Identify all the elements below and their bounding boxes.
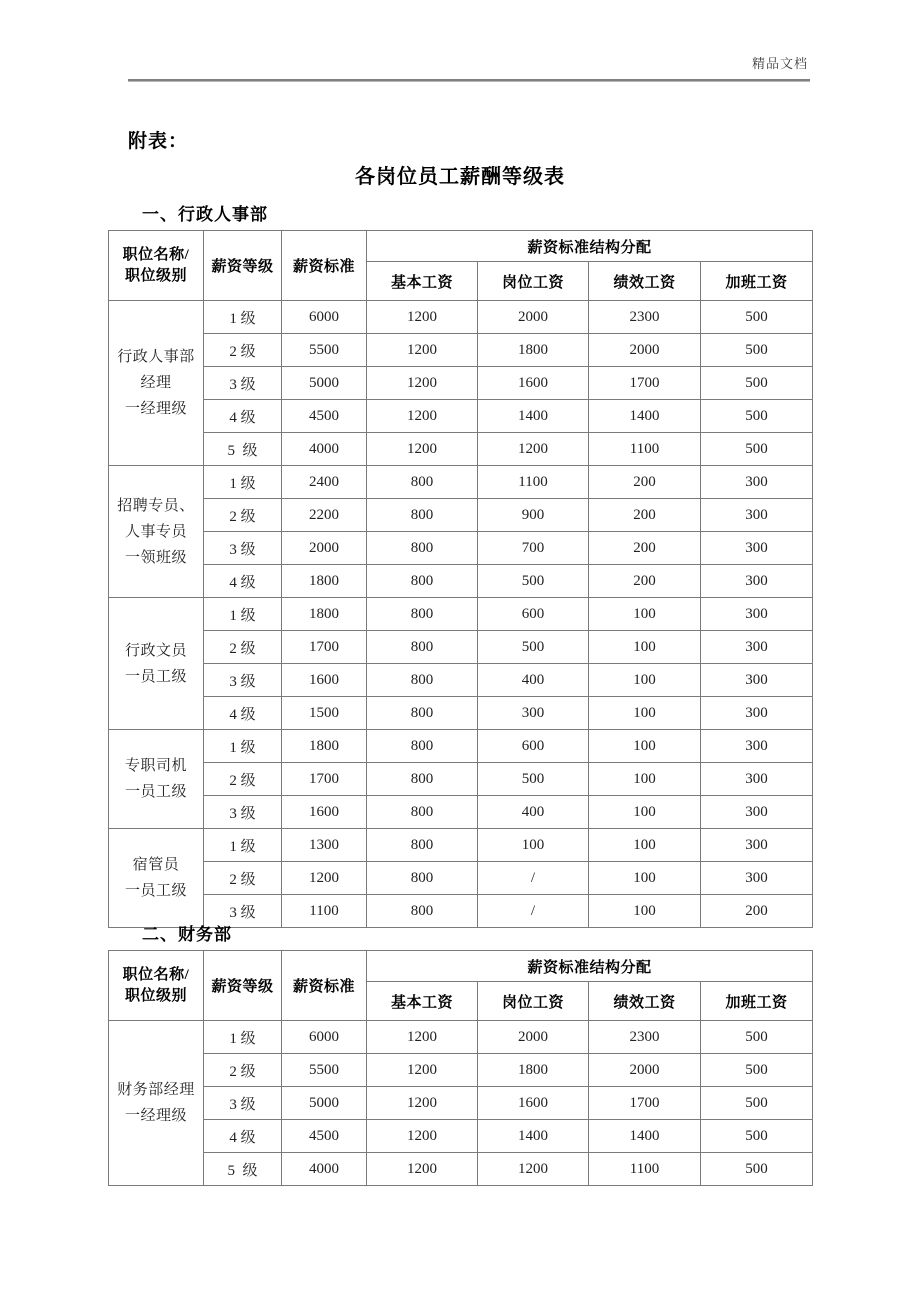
cell-salary-standard: 1700 — [282, 631, 367, 664]
table-row — [109, 466, 813, 499]
cell-overtime-wage: 500 — [701, 334, 813, 367]
cell-performance-wage: 200 — [589, 466, 701, 499]
cell-base-wage: 800 — [367, 862, 478, 895]
cell-salary-standard: 2200 — [282, 499, 367, 532]
position-group-line: 行政文员 — [124, 642, 187, 659]
table-row — [109, 1087, 813, 1120]
cell-performance-wage: 200 — [589, 532, 701, 565]
cell-base-wage: 1200 — [367, 1054, 478, 1087]
cell-salary-grade: 2 级 — [204, 334, 282, 367]
position-group-line: 专职司机 — [124, 758, 187, 774]
cell-post-wage: 300 — [478, 697, 589, 730]
cell-base-wage: 800 — [367, 499, 478, 532]
table-row — [109, 730, 813, 763]
position-group-line: 财务部经理 — [117, 1082, 195, 1098]
position-group-cell — [109, 301, 204, 466]
cell-salary-grade: 1 级 — [204, 466, 282, 499]
header-position — [109, 951, 204, 1021]
cell-salary-grade: 1 级 — [204, 1021, 282, 1054]
cell-overtime-wage: 300 — [701, 730, 813, 763]
position-group-line: 行政人事部 — [117, 349, 195, 365]
cell-base-wage: 800 — [367, 466, 478, 499]
cell-base-wage: 800 — [367, 697, 478, 730]
cell-post-wage: 1600 — [478, 1087, 589, 1120]
section-1 — [108, 200, 812, 928]
cell-performance-wage: 100 — [589, 862, 701, 895]
cell-salary-standard: 1800 — [282, 565, 367, 598]
table-row — [109, 763, 813, 796]
header-structure-group: 薪资标准结构分配 — [367, 231, 813, 262]
cell-overtime-wage: 500 — [701, 367, 813, 400]
header-overtime-wage: 加班工资 — [701, 982, 813, 1021]
cell-salary-standard: 5500 — [282, 1054, 367, 1087]
cell-salary-standard: 5000 — [282, 367, 367, 400]
cell-post-wage: 1600 — [478, 367, 589, 400]
cell-overtime-wage: 500 — [701, 1120, 813, 1153]
cell-salary-grade: 4 级 — [204, 400, 282, 433]
cell-salary-standard: 1800 — [282, 730, 367, 763]
header-base-wage: 基本工资 — [367, 982, 478, 1021]
position-group-line: 经理 — [140, 375, 172, 391]
cell-salary-standard: 6000 — [282, 1021, 367, 1054]
cell-base-wage: 1200 — [367, 433, 478, 466]
position-group-cell — [109, 730, 204, 829]
position-group-cell — [109, 466, 204, 598]
cell-overtime-wage: 300 — [701, 796, 813, 829]
cell-post-wage: 1400 — [478, 400, 589, 433]
cell-performance-wage: 2300 — [589, 1021, 701, 1054]
page-header-label: 精品文档 — [751, 56, 808, 71]
cell-base-wage: 800 — [367, 763, 478, 796]
position-group-line: 一员工级 — [124, 784, 187, 800]
table-row — [109, 796, 813, 829]
cell-base-wage: 800 — [367, 664, 478, 697]
section-2 — [108, 920, 812, 1186]
cell-performance-wage: 200 — [589, 565, 701, 598]
header-post-wage: 岗位工资 — [478, 262, 589, 301]
cell-overtime-wage: 300 — [701, 763, 813, 796]
cell-salary-grade: 1 级 — [204, 829, 282, 862]
cell-performance-wage: 100 — [589, 697, 701, 730]
table-body — [109, 1021, 813, 1186]
page-header-divider — [128, 79, 810, 82]
cell-salary-grade: 5 级 — [204, 433, 282, 466]
cell-performance-wage: 1100 — [589, 433, 701, 466]
cell-salary-standard: 4000 — [282, 433, 367, 466]
table-row — [109, 598, 813, 631]
cell-base-wage: 1200 — [367, 367, 478, 400]
table-row — [109, 499, 813, 532]
header-position-line: 职位名称/ — [122, 966, 190, 983]
header-salary-standard: 薪资标准 — [282, 231, 367, 301]
cell-post-wage: 1100 — [478, 466, 589, 499]
header-overtime-wage: 加班工资 — [701, 262, 813, 301]
cell-overtime-wage: 300 — [701, 829, 813, 862]
cell-overtime-wage: 500 — [701, 1153, 813, 1186]
cell-overtime-wage: 500 — [701, 301, 813, 334]
position-group-line: 一员工级 — [124, 668, 187, 685]
cell-overtime-wage: 300 — [701, 565, 813, 598]
cell-post-wage: 1800 — [478, 1054, 589, 1087]
cell-post-wage: 2000 — [478, 1021, 589, 1054]
cell-overtime-wage: 300 — [701, 466, 813, 499]
cell-base-wage: 1200 — [367, 334, 478, 367]
cell-salary-grade: 4 级 — [204, 697, 282, 730]
position-group-line: 人事专员 — [124, 523, 187, 540]
cell-base-wage: 1200 — [367, 1087, 478, 1120]
cell-performance-wage: 100 — [589, 895, 701, 928]
table-row — [109, 664, 813, 697]
table-row — [109, 334, 813, 367]
cell-post-wage: / — [478, 895, 589, 928]
cell-salary-standard: 1700 — [282, 763, 367, 796]
header-post-wage: 岗位工资 — [478, 982, 589, 1021]
cell-salary-grade: 3 级 — [204, 895, 282, 928]
cell-salary-grade: 3 级 — [204, 1087, 282, 1120]
cell-post-wage: 700 — [478, 532, 589, 565]
cell-base-wage: 1200 — [367, 1153, 478, 1186]
cell-overtime-wage: 200 — [701, 895, 813, 928]
cell-salary-standard: 1300 — [282, 829, 367, 862]
header-row-top — [109, 951, 813, 982]
cell-salary-grade: 1 级 — [204, 730, 282, 763]
cell-salary-standard: 2400 — [282, 466, 367, 499]
table-row — [109, 697, 813, 730]
cell-salary-standard: 1500 — [282, 697, 367, 730]
attachment-label: 附表： — [128, 131, 189, 152]
header-salary-grade: 薪资等级 — [204, 231, 282, 301]
cell-post-wage: 1200 — [478, 1153, 589, 1186]
cell-salary-grade: 5 级 — [204, 1153, 282, 1186]
cell-performance-wage: 1400 — [589, 1120, 701, 1153]
cell-overtime-wage: 300 — [701, 598, 813, 631]
cell-salary-standard: 4500 — [282, 400, 367, 433]
cell-overtime-wage: 500 — [701, 1054, 813, 1087]
cell-overtime-wage: 300 — [701, 499, 813, 532]
cell-post-wage: 1400 — [478, 1120, 589, 1153]
cell-performance-wage: 100 — [589, 730, 701, 763]
header-performance-wage: 绩效工资 — [589, 262, 701, 301]
cell-base-wage: 800 — [367, 796, 478, 829]
header-base-wage: 基本工资 — [367, 262, 478, 301]
cell-salary-standard: 6000 — [282, 301, 367, 334]
table-row — [109, 301, 813, 334]
position-group-cell — [109, 598, 204, 730]
header-position-line: 职位级别 — [124, 987, 187, 1004]
cell-performance-wage: 100 — [589, 631, 701, 664]
cell-performance-wage: 2000 — [589, 1054, 701, 1087]
salary-table — [108, 950, 813, 1186]
cell-performance-wage: 1400 — [589, 400, 701, 433]
cell-performance-wage: 100 — [589, 829, 701, 862]
cell-salary-grade: 2 级 — [204, 631, 282, 664]
header-position-line: 职位名称/ — [122, 246, 190, 263]
cell-salary-standard: 1100 — [282, 895, 367, 928]
cell-salary-grade: 3 级 — [204, 664, 282, 697]
cell-salary-standard: 1200 — [282, 862, 367, 895]
cell-overtime-wage: 300 — [701, 862, 813, 895]
cell-overtime-wage: 300 — [701, 664, 813, 697]
position-group-line: 一经理级 — [124, 401, 187, 417]
cell-salary-grade: 4 级 — [204, 1120, 282, 1153]
cell-salary-standard: 5500 — [282, 334, 367, 367]
table-row — [109, 400, 813, 433]
table-row — [109, 631, 813, 664]
cell-base-wage: 1200 — [367, 1120, 478, 1153]
cell-salary-grade: 4 级 — [204, 565, 282, 598]
table-row — [109, 1021, 813, 1054]
header-salary-standard: 薪资标准 — [282, 951, 367, 1021]
header-position — [109, 231, 204, 301]
section-heading: 一、行政人事部 — [142, 205, 268, 224]
cell-base-wage: 800 — [367, 532, 478, 565]
cell-base-wage: 800 — [367, 829, 478, 862]
cell-salary-grade: 2 级 — [204, 1054, 282, 1087]
position-group-line: 一领班级 — [124, 549, 187, 566]
header-performance-wage: 绩效工资 — [589, 982, 701, 1021]
cell-base-wage: 800 — [367, 598, 478, 631]
page-running-header — [128, 55, 810, 82]
header-structure-group: 薪资标准结构分配 — [367, 951, 813, 982]
cell-overtime-wage: 500 — [701, 1087, 813, 1120]
header-salary-grade: 薪资等级 — [204, 951, 282, 1021]
cell-post-wage: 500 — [478, 631, 589, 664]
cell-salary-grade: 1 级 — [204, 598, 282, 631]
table-row — [109, 1054, 813, 1087]
position-group-cell — [109, 1021, 204, 1186]
cell-post-wage: 400 — [478, 796, 589, 829]
salary-table — [108, 230, 813, 928]
cell-post-wage: 600 — [478, 730, 589, 763]
table-row — [109, 1153, 813, 1186]
cell-base-wage: 1200 — [367, 400, 478, 433]
cell-overtime-wage: 500 — [701, 433, 813, 466]
cell-performance-wage: 200 — [589, 499, 701, 532]
table-header — [109, 951, 813, 1021]
cell-salary-grade: 3 级 — [204, 532, 282, 565]
cell-performance-wage: 1700 — [589, 367, 701, 400]
cell-salary-standard: 4000 — [282, 1153, 367, 1186]
cell-salary-standard: 4500 — [282, 1120, 367, 1153]
cell-salary-grade: 2 级 — [204, 499, 282, 532]
cell-salary-grade: 1 级 — [204, 301, 282, 334]
table-row — [109, 532, 813, 565]
cell-salary-grade: 2 级 — [204, 763, 282, 796]
table-body — [109, 301, 813, 928]
table-row — [109, 565, 813, 598]
cell-salary-standard: 1600 — [282, 796, 367, 829]
cell-post-wage: 100 — [478, 829, 589, 862]
cell-post-wage: 1800 — [478, 334, 589, 367]
cell-salary-standard: 5000 — [282, 1087, 367, 1120]
position-group-line: 宿管员 — [132, 857, 180, 873]
page-title: 各岗位员工薪酬等级表 — [355, 166, 565, 188]
cell-performance-wage: 2300 — [589, 301, 701, 334]
cell-salary-standard: 1800 — [282, 598, 367, 631]
cell-performance-wage: 1700 — [589, 1087, 701, 1120]
cell-base-wage: 800 — [367, 565, 478, 598]
cell-performance-wage: 100 — [589, 664, 701, 697]
cell-salary-standard: 1600 — [282, 664, 367, 697]
cell-performance-wage: 100 — [589, 598, 701, 631]
cell-overtime-wage: 300 — [701, 697, 813, 730]
table-row — [109, 433, 813, 466]
cell-performance-wage: 100 — [589, 763, 701, 796]
cell-salary-grade: 2 级 — [204, 862, 282, 895]
cell-base-wage: 800 — [367, 895, 478, 928]
cell-post-wage: 600 — [478, 598, 589, 631]
cell-post-wage: 500 — [478, 565, 589, 598]
cell-post-wage: 2000 — [478, 301, 589, 334]
position-group-line: 一员工级 — [124, 883, 187, 899]
position-group-cell — [109, 829, 204, 928]
cell-performance-wage: 2000 — [589, 334, 701, 367]
header-row-top — [109, 231, 813, 262]
cell-salary-grade: 3 级 — [204, 796, 282, 829]
cell-post-wage: / — [478, 862, 589, 895]
table-row — [109, 862, 813, 895]
cell-post-wage: 1200 — [478, 433, 589, 466]
position-group-line: 招聘专员、 — [117, 497, 195, 514]
header-position-line: 职位级别 — [124, 267, 187, 284]
cell-overtime-wage: 300 — [701, 532, 813, 565]
cell-post-wage: 400 — [478, 664, 589, 697]
table-row — [109, 829, 813, 862]
position-group-line: 一经理级 — [124, 1108, 187, 1124]
cell-base-wage: 1200 — [367, 1021, 478, 1054]
cell-overtime-wage: 500 — [701, 400, 813, 433]
cell-performance-wage: 100 — [589, 796, 701, 829]
cell-overtime-wage: 500 — [701, 1021, 813, 1054]
table-row — [109, 1120, 813, 1153]
cell-post-wage: 900 — [478, 499, 589, 532]
cell-base-wage: 1200 — [367, 301, 478, 334]
cell-overtime-wage: 300 — [701, 631, 813, 664]
cell-performance-wage: 1100 — [589, 1153, 701, 1186]
cell-base-wage: 800 — [367, 730, 478, 763]
cell-salary-grade: 3 级 — [204, 367, 282, 400]
section-heading: 二、财务部 — [142, 925, 232, 944]
cell-salary-standard: 2000 — [282, 532, 367, 565]
cell-post-wage: 500 — [478, 763, 589, 796]
cell-base-wage: 800 — [367, 631, 478, 664]
table-row — [109, 367, 813, 400]
table-header — [109, 231, 813, 301]
